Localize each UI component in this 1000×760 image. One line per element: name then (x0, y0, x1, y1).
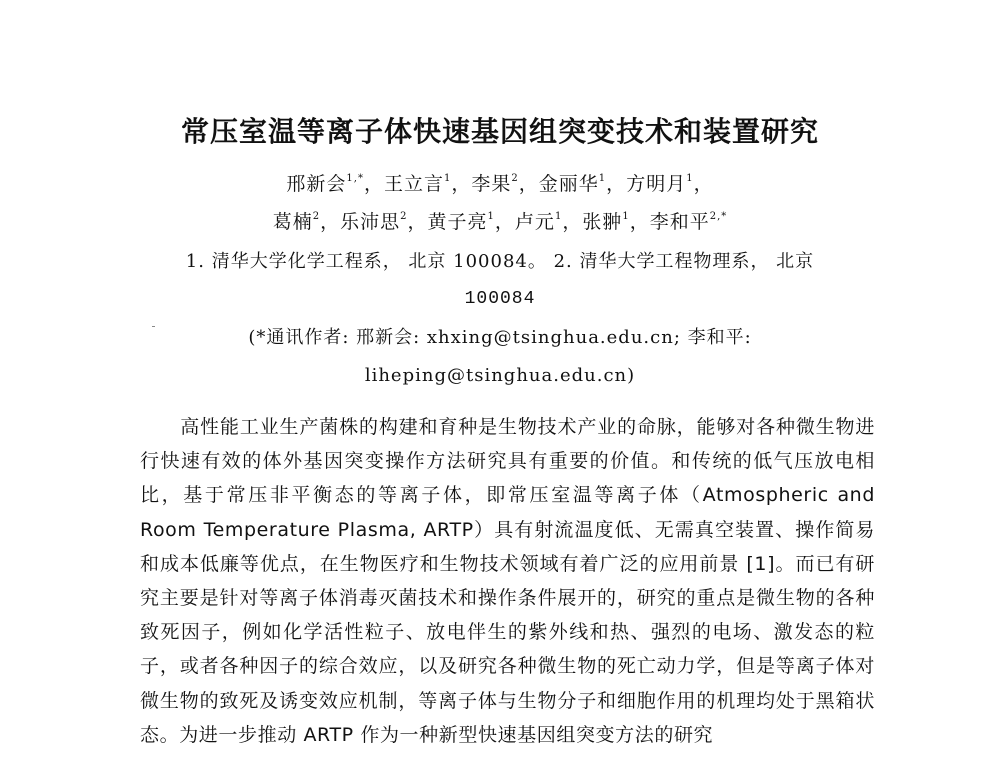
affiliation-line-2: 100084 (464, 289, 536, 309)
author-affiliation-marker: 1 (443, 173, 452, 184)
abstract-paragraph (140, 410, 875, 752)
author-name: 李果 (471, 173, 512, 195)
author-separator: ， (629, 211, 650, 233)
abstract-text: 高性能工业生产菌株的构建和育种是生物技术产业的命脉，能够对各种微生物进行快速有效的体外基因突变操作方法研究具有重要的价值。和传统的低气压放电相比，基于常压非平衡态的等离子体，即常压室温等离子体（Atmospheric and Room Temperature Plasma, ARTP）具有射流温度低、无需真空装置、操作简易和成本低廉等优点，在生物医疗和生物技术领域有着广泛的应用前景 [1]。而已有研究主要是针对等离子体消毒灭菌技术和操作条件展开的，研究的重点是微生物的各种致死因子，例如化学活性粒子、放电伴生的紫外线和热、强烈的电场、激发态的粒子，或者各种因子的综合效应，以及研究各种微生物的死亡动力学，但是等离子体对微生物的致死及诱变效应机制，等离子体与生物分子和细胞作用的机理均处于黑箱状态。为进一步推动 ARTP 作为一种新型快速基因组突变方法的研究 (140, 416, 875, 746)
paper-title: 常压室温等离子体快速基因组突变技术和装置研究 (180, 115, 819, 148)
author-affiliation-marker: 2,* (709, 211, 728, 222)
author-name: 方明月 (626, 173, 687, 195)
author-separator: ， (320, 211, 341, 233)
author-separator: ， (606, 173, 627, 195)
author-affiliation-marker: 2 (400, 211, 408, 222)
author-name: 邢新会 (286, 173, 347, 195)
author-name: 卢元 (514, 211, 555, 233)
author-affiliation-marker: 1 (686, 173, 694, 184)
author-list-line-1 (0, 170, 1000, 198)
author-separator: ， (562, 211, 583, 233)
author-separator: ， (518, 173, 539, 195)
author-separator: ， (451, 173, 472, 195)
author-list-line-2 (0, 208, 1000, 236)
author-separator: ， (407, 211, 428, 233)
author-name: 黄子亮 (427, 211, 488, 233)
affiliation-line-1: 1. 清华大学化学工程系， 北京 100084。 2. 清华大学工程物理系， 北京 (185, 251, 815, 272)
author-name: 李和平 (649, 211, 710, 233)
author-affiliation-marker: 1,* (346, 173, 364, 184)
author-name: 乐沛思 (340, 211, 401, 233)
author-name: 王立言 (383, 173, 444, 195)
author-affiliation-marker: 1 (598, 173, 607, 184)
author-name: 金丽华 (538, 173, 599, 195)
author-affiliation-marker: 2 (312, 211, 321, 222)
author-affiliation-marker: 1 (554, 211, 563, 222)
correspondence-line-2: liheping@tsinghua.edu.cn) (364, 365, 636, 386)
author-separator: ， (494, 211, 515, 233)
author-affiliation-marker: 2 (511, 173, 519, 184)
author-separator: ， (693, 173, 714, 195)
author-affiliation-marker: 1 (487, 211, 495, 222)
author-affiliation-marker: 1 (622, 211, 630, 222)
author-separator: ， (363, 173, 384, 195)
scan-mark (152, 326, 155, 327)
author-name: 葛楠 (272, 211, 313, 233)
correspondence-line-1: (*通讯作者: 邢新会: xhxing@tsinghua.edu.cn; 李和平: (248, 327, 752, 348)
author-name: 张翀 (582, 211, 623, 233)
